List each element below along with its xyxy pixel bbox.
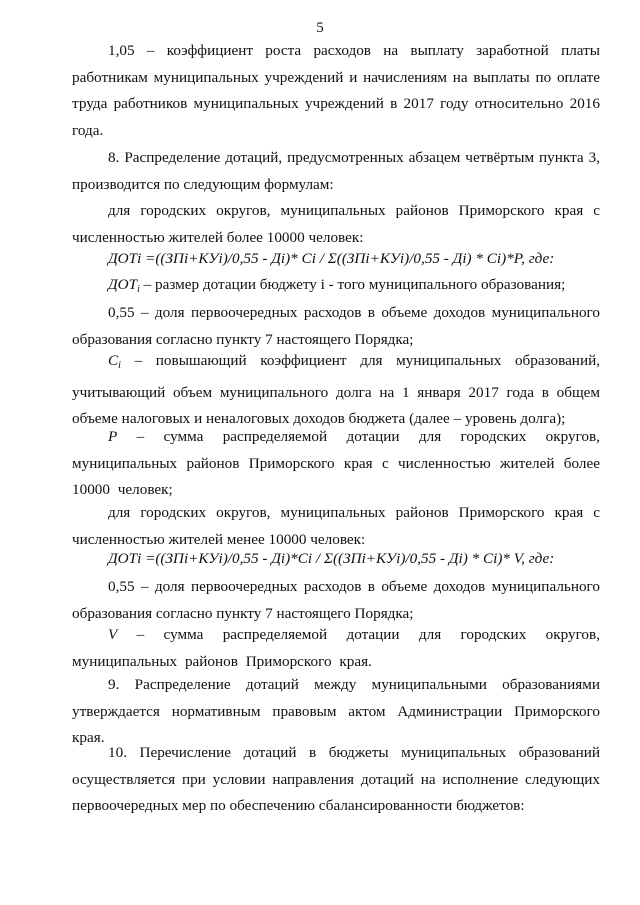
c-subscript: i (118, 360, 121, 371)
paragraph-share-055-second: 0,55 – доля первоочередных расходов в объеме доходов муниципального образования согласно пункту 7 настоящего Порядка; (72, 578, 600, 622)
formula-dot-under-10000: ДОТi =((ЗПi+КУi)/0,55 - Дi)*Ci / Σ((ЗПi+КУi)/0,55 - Дi) * Ci)* V, где: (108, 550, 555, 567)
paragraph-section-8: 8. Распределение дотаций, предусмотренных абзацем четвёртым пункта 3, производится по следующим формулам: (72, 149, 600, 193)
page-number: 5 (316, 20, 324, 36)
v-symbol: V (108, 626, 118, 643)
paragraph-p-definition (72, 424, 600, 504)
paragraph-v-definition (72, 622, 600, 675)
v-definition-text: – сумма распределяемой дотации для городских округов, муниципальных районов Приморского края. (72, 626, 600, 670)
paragraph-c-definition (72, 348, 600, 433)
paragraph-section-9: 9. Распределение дотаций между муниципальными образованиями утверждается нормативным правовым актом Администрации Приморского края. (72, 676, 600, 747)
formula-dot-over-10000: ДОТi =((ЗПi+КУi)/0,55 - Дi)* Ci / Σ((ЗПi+КУi)/0,55 - Дi) * Ci)*P, где: (108, 250, 555, 267)
dot-symbol: ДОТ (108, 276, 138, 293)
paragraph-coefficient-1-05: 1,05 – коэффициент роста расходов на выплату заработной платы работникам муниципальных учреждений и начислениям на выплаты по оплате труда работников муниципальных учреждений в 2017 году относительно 2016 года. (72, 42, 600, 139)
dot-subscript: i (137, 284, 140, 295)
p-symbol: P (108, 428, 118, 445)
dot-definition-text: – размер дотации бюджету i - того муниципального образования; (139, 276, 566, 293)
c-definition-text: – повышающий коэффициент для муниципальных образований, учитывающий объем муниципального долга на 1 января 2017 года в общем объеме налоговых и неналоговых доходов бюджета (далее – уровень долга); (72, 352, 600, 428)
paragraph-dot-definition (72, 272, 600, 304)
paragraph-under-10000: для городских округов, муниципальных районов Приморского края с численностью жителей менее 10000 человек: (72, 504, 600, 548)
c-symbol: C (108, 352, 119, 369)
paragraph-over-10000: для городских округов, муниципальных районов Приморского края с численностью жителей более 10000 человек: (72, 202, 600, 246)
p-definition-text: – сумма распределяемой дотации для городских округов, муниципальных районов Приморского края с численностью жителей более 10000 человек; (72, 428, 600, 499)
paragraph-section-10: 10. Перечисление дотаций в бюджеты муниципальных образований осуществляется при условии направления дотаций на исполнение следующих первоочередных мер по обеспечению сбалансированности бюджетов: (72, 744, 600, 815)
paragraph-share-055-first: 0,55 – доля первоочередных расходов в объеме доходов муниципального образования согласно пункту 7 настоящего Порядка; (72, 304, 600, 348)
